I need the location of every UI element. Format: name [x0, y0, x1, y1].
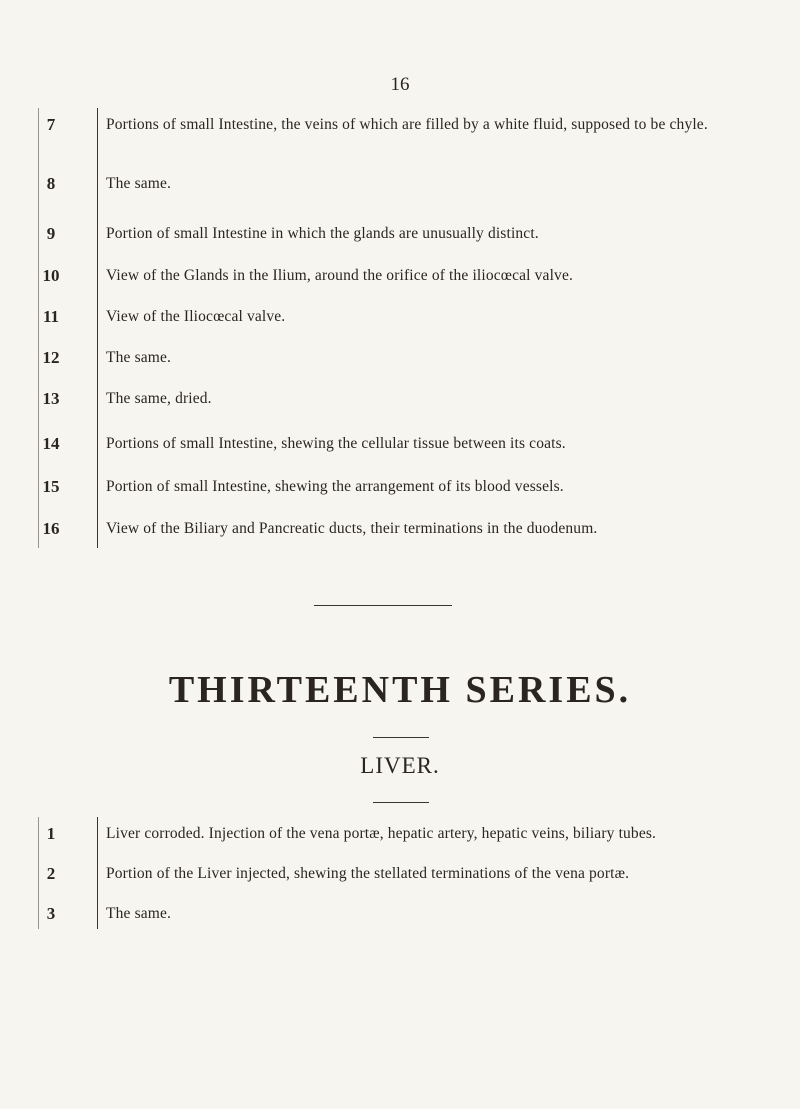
entry-description: Portions of small Intestine, the veins of which are filled by a white fluid, supposed to be chyle. — [106, 116, 708, 133]
entry-description: The same, dried. — [106, 390, 212, 407]
entry-description: View of the Glands in the Ilium, around the orifice of the iliocœcal valve. — [106, 267, 573, 284]
entry-description: View of the Biliary and Pancreatic ducts, their terminations in the duodenum. — [106, 520, 598, 537]
entry-description: Portion of small Intestine, shewing the arrangement of its blood vessels. — [106, 478, 564, 495]
entry-number: 9 — [46, 224, 56, 243]
entry-number: 15 — [42, 477, 60, 496]
entry-number: 7 — [46, 115, 56, 134]
entry-number: 3 — [46, 904, 56, 923]
entry-description: The same. — [106, 905, 172, 922]
section-title: LIVER. — [360, 753, 440, 778]
page-number: 16 — [390, 74, 410, 95]
entry-number: 1 — [46, 824, 56, 843]
entry-number: 10 — [42, 266, 60, 285]
entry-description: The same. — [106, 349, 172, 366]
column-separator-bottom — [97, 817, 98, 929]
entry-number: 8 — [46, 174, 56, 193]
series-title: THIRTEENTH SERIES. — [168, 669, 632, 711]
entry-number: 13 — [42, 389, 60, 408]
entry-number: 11 — [42, 307, 60, 326]
entry-number: 12 — [42, 348, 60, 367]
entry-description: View of the Iliocœcal valve. — [106, 308, 286, 325]
entry-number: 2 — [46, 864, 56, 883]
entry-number: 14 — [42, 434, 60, 453]
entry-number: 16 — [42, 519, 60, 538]
entry-description: Portion of small Intestine in which the glands are unusually distinct. — [106, 225, 539, 242]
column-separator-top — [97, 108, 98, 548]
entry-description: The same. — [106, 175, 172, 192]
entry-description: Portion of the Liver injected, shewing the stellated terminations of the vena portæ. — [106, 865, 630, 882]
entry-description: Portions of small Intestine, shewing the cellular tissue between its coats. — [106, 435, 566, 452]
divider-rule — [373, 802, 429, 803]
divider-rule — [314, 605, 452, 606]
divider-rule — [373, 737, 429, 738]
entry-description: Liver corroded. Injection of the vena portæ, hepatic artery, hepatic veins, biliary tubes. — [106, 825, 657, 842]
